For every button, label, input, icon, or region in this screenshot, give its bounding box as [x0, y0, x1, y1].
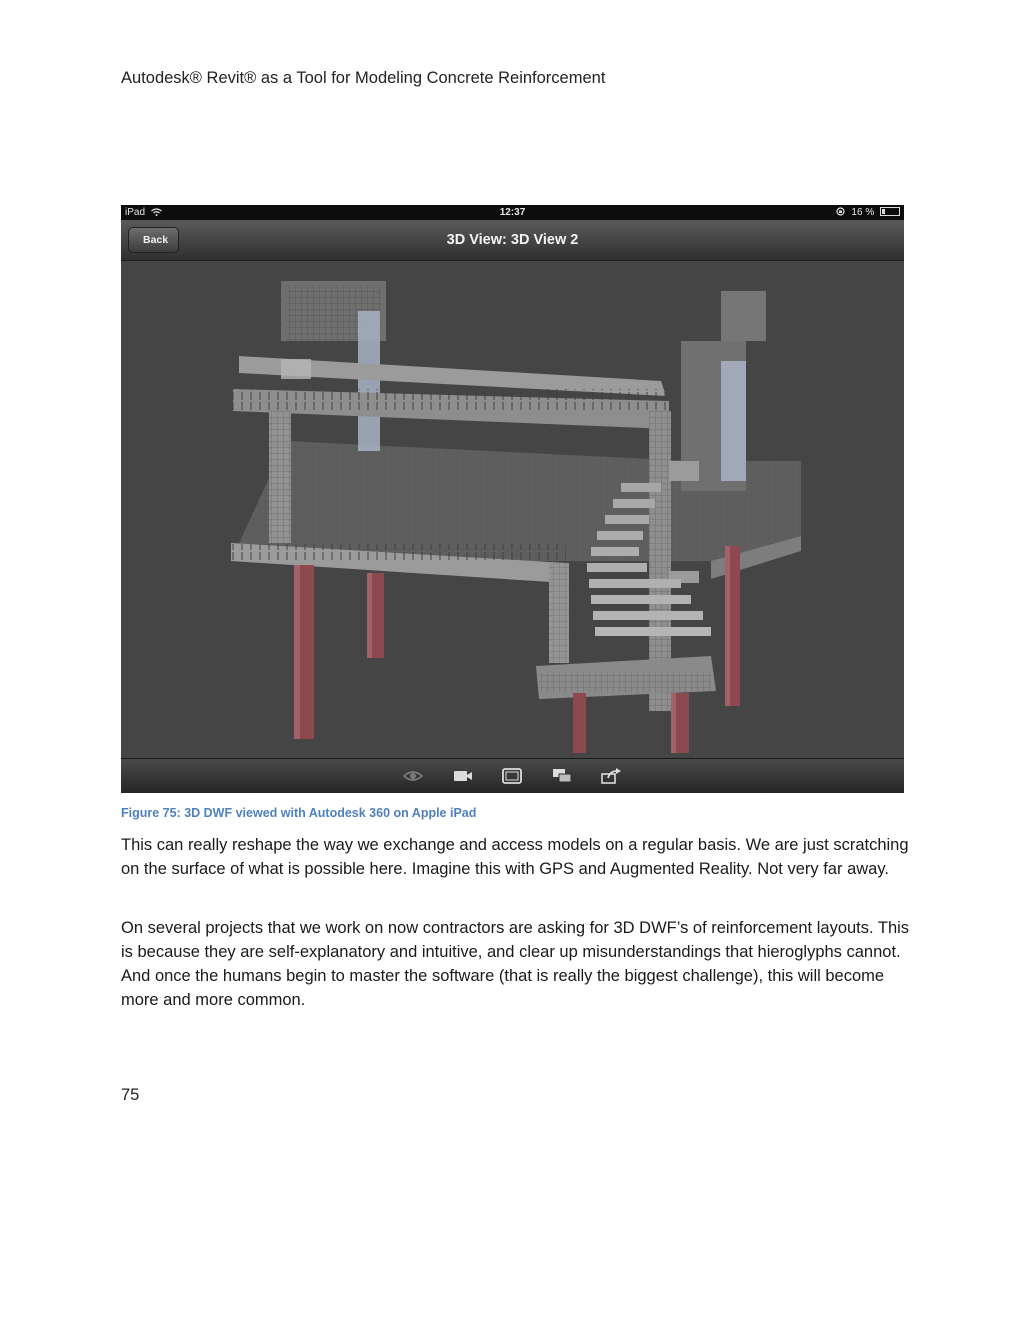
camera-icon[interactable]: [452, 767, 474, 785]
orientation-lock-icon: [836, 207, 845, 216]
comments-icon[interactable]: [551, 767, 573, 785]
3d-model-render: [121, 261, 904, 758]
body-paragraph: This can really reshape the way we exchange and access models on a regular basis. We are just scratching on the surface of what is possible here. Imagine this with GPS and Augmented Reality. Not very far away.: [121, 836, 909, 878]
eye-icon[interactable]: [402, 767, 424, 785]
view-title: 3D View: 3D View 2: [446, 232, 579, 248]
figure-caption: Figure 75: 3D DWF viewed with Autodesk 360 on Apple iPad: [121, 806, 477, 820]
page-number: 75: [121, 1086, 140, 1104]
status-battery: 16 %: [836, 205, 900, 220]
glass-panel-left: [358, 311, 380, 451]
viewer-toolbar: [121, 758, 904, 793]
ios-status-bar: [121, 205, 904, 220]
status-time: 12:37: [499, 207, 526, 218]
back-button[interactable]: Back: [128, 227, 179, 253]
3d-model-viewport[interactable]: [121, 261, 904, 758]
running-header: Autodesk® Revit® as a Tool for Modeling Concrete Reinforcement: [121, 69, 606, 87]
status-device: iPad: [125, 205, 162, 220]
battery-icon: [880, 207, 900, 216]
fit-view-icon[interactable]: [501, 767, 523, 785]
glass-panel-right: [721, 361, 746, 481]
figure-screenshot: [121, 205, 904, 793]
share-icon[interactable]: [600, 767, 622, 785]
body-paragraph: On several projects that we work on now contractors are asking for 3D DWF’s of reinforcement layouts. This is because they are self-explanatory and intuitive, and clear up misunderstandings that hieroglyphs cannot. And once the humans begin to master the software (that is really the biggest challenge), this will become more and more common.: [121, 919, 910, 1009]
nav-bar: [121, 220, 904, 261]
